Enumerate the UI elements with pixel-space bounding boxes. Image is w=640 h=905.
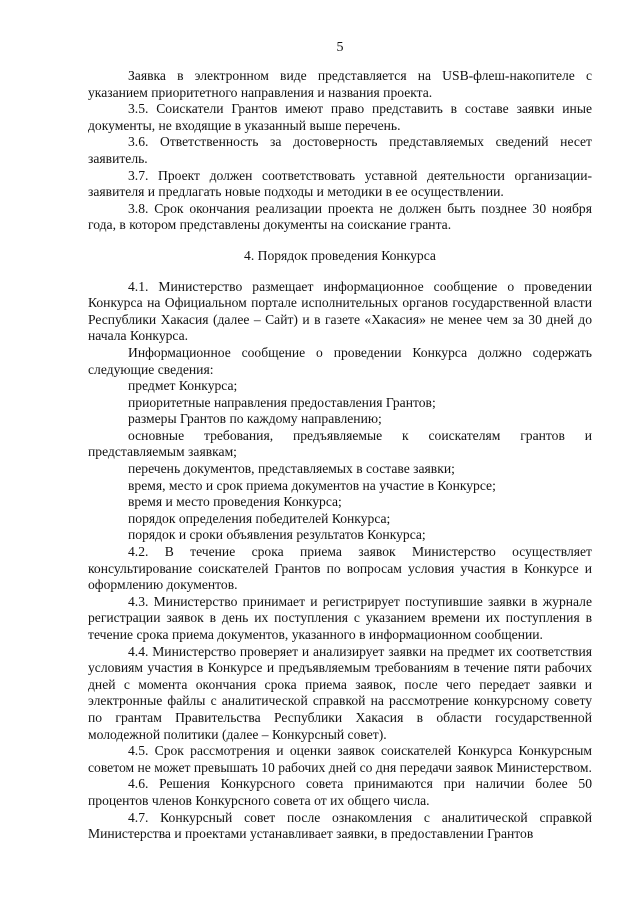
paragraph-4-7: 4.7. Конкурсный совет после ознакомления с аналитической справкой Министерства и проектами устанавливает заявки, в предоставлении Грантов [88, 809, 592, 842]
paragraph-3-6: 3.6. Ответственность за достоверность представляемых сведений несет заявитель. [88, 134, 592, 166]
paragraph-4-2: 4.2. В течение срока приема заявок Министерство осуществляет консультирование соискателей Грантов по вопросам условия участия в Конкурсе и оформлению документов. [88, 544, 592, 593]
paragraph-4-4: 4.4. Министерство проверяет и анализирует заявки на предмет их соответствия условиям участия в Конкурсе и предъявляемым требованиям в течение пяти рабочих дней с момента окончания срока приема заявок, после чего передает заявки и электронные файлы с аналитической справкой на рассмотрение конкурсному совету по грантам Правительства Республики Хакасия в области государственной молодежной политики (далее – Конкурсный совет). [88, 643, 592, 742]
list-item: порядок определения победителей Конкурса; [128, 510, 391, 526]
paragraph-3-5: 3.5. Соискатели Грантов имеют право представить в составе заявки иные документы, не входящие в указанный выше перечень. [88, 101, 592, 133]
page-number: 5 [336, 40, 344, 55]
list-item: порядок и сроки объявления результатов Конкурса; [128, 527, 426, 543]
paragraph-3-7: 3.7. Проект должен соответствовать уставной деятельности организации-заявителя и предлагать новые подходы и методики в ее осуществлении. [88, 167, 592, 200]
list-item: перечень документов, представляемых в составе заявки; [128, 461, 455, 477]
section-heading: 4. Порядок проведения Конкурса [244, 247, 436, 263]
paragraph-4-1: 4.1. Министерство размещает информационное сообщение о проведении Конкурса на Официальном портале исполнительных органов государственной власти Республики Хакасия (далее – Сайт) и в газете «Хакасия» не менее чем за 30 дней до начала Конкурса. [88, 278, 592, 344]
list-item: время, место и срок приема документов на участие в Конкурсе; [128, 477, 496, 493]
paragraph-4-6: 4.6. Решения Конкурсного совета принимаются при наличии более 50 процентов членов Конкурсного совета от их общего числа. [88, 776, 592, 808]
paragraph-usb: Заявка в электронном виде представляется на USB-флеш-накопителе с указанием приоритетного направления и названия проекта. [88, 68, 592, 100]
list-item: основные требования, предъявляемые к соискателям грантов и представляемым заявкам; [88, 427, 592, 460]
list-item: время и место проведения Конкурса; [128, 494, 342, 510]
list-item: приоритетные направления предоставления Грантов; [128, 394, 436, 410]
requirements-list [88, 378, 592, 544]
paragraph-3-8: 3.8. Срок окончания реализации проекта не должен быть позднее 30 ноября года, в котором представлены документы на соискание гранта. [88, 200, 592, 233]
list-item: размеры Грантов по каждому направлению; [128, 411, 382, 427]
paragraph-4-5: 4.5. Срок рассмотрения и оценки заявок соискателей Конкурса Конкурсным советом не может превышать 10 рабочих дней со дня передачи заявок Министерством. [88, 743, 592, 775]
paragraph-4-3: 4.3. Министерство принимает и регистрирует поступившие заявки в журнале регистрации заявок в день их поступления с указанием времени их поступления в течение срока приема документов, указанного в информационном сообщении. [88, 593, 592, 642]
paragraph-info-message: Информационное сообщение о проведении Конкурса должно содержать следующие сведения: [88, 344, 592, 377]
list-item: предмет Конкурса; [128, 378, 238, 394]
